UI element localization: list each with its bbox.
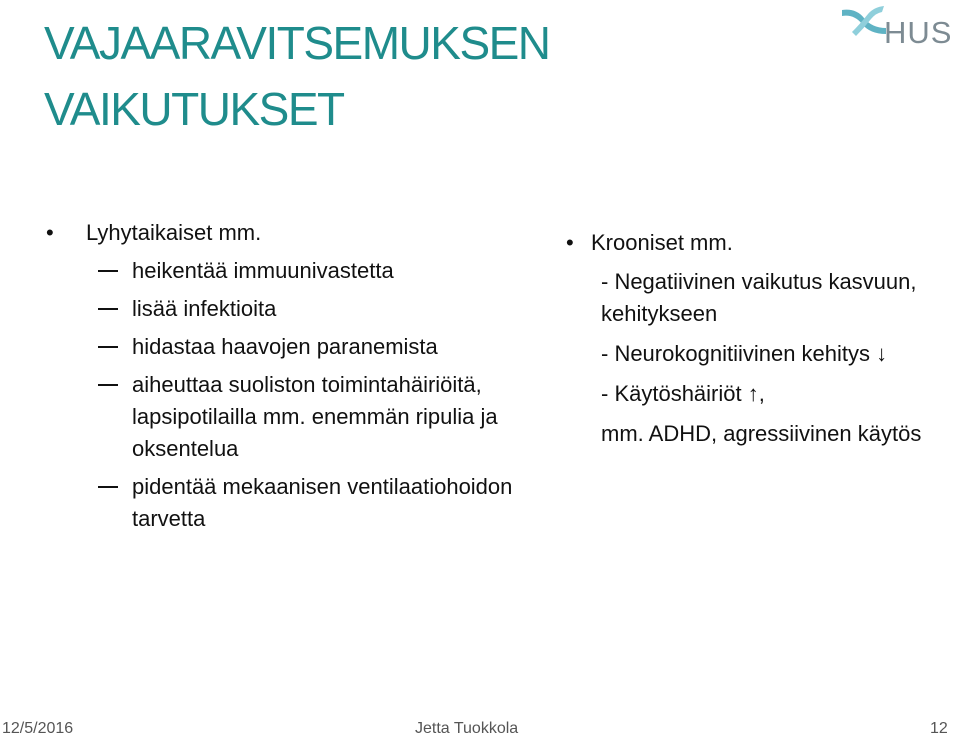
list-item-text: pidentää mekaanisen ventilaatiohoidon tarvetta [132,474,513,531]
dash-icon [98,308,118,310]
short-term-effects-list [44,217,514,541]
chronic-item-neurocognitive: - Neurokognitiivinen kehitys ↓ [601,341,888,366]
dash-icon [98,270,118,272]
list-item [44,293,514,325]
dash-icon [98,486,118,488]
list-item-text: hidastaa haavojen paranemista [132,334,438,359]
list-item [44,471,514,535]
slide-title [44,10,804,142]
hus-logo [838,2,958,54]
dash-icon [98,346,118,348]
chronic-item-adhd: mm. ADHD, agressiivinen käytös [601,421,922,446]
bullet: • [46,220,54,245]
chronic-effects-list [566,227,960,458]
footer-date: 12/5/2016 [2,720,74,737]
list-item-text: aiheuttaa suoliston toimintahäiriöitä, lapsipotilailla mm. enemmän ripulia ja oksentelua [132,372,498,461]
list-item-text: lisää infektioita [132,296,277,321]
bullet: • [566,230,574,255]
chronic-heading-text: Krooniset mm. [591,230,733,255]
chronic-item-growth: - Negatiivinen vaikutus kasvuun, kehitykseen [601,269,917,326]
chronic-item-behaviour: - Käytöshäiriöt ↑, [601,381,765,406]
hus-logo-text: HUS [884,15,953,50]
list-item [44,369,514,465]
short-term-heading-text: Lyhytaikaiset mm. [86,220,262,245]
short-term-heading [44,217,514,249]
chronic-heading [566,227,960,259]
list-item [44,331,514,363]
list-item-text: heikentää immuunivastetta [132,258,394,283]
slide-title-line-2: VAIKUTUKSET [44,83,344,135]
list-item [44,255,514,287]
footer-author: Jetta Tuokkola [415,720,519,737]
hus-logo-mark-icon [838,2,890,42]
slide-title-line-1: VAJAARAVITSEMUKSEN [44,17,550,69]
dash-icon [98,384,118,386]
footer-page-number: 12 [930,720,948,737]
